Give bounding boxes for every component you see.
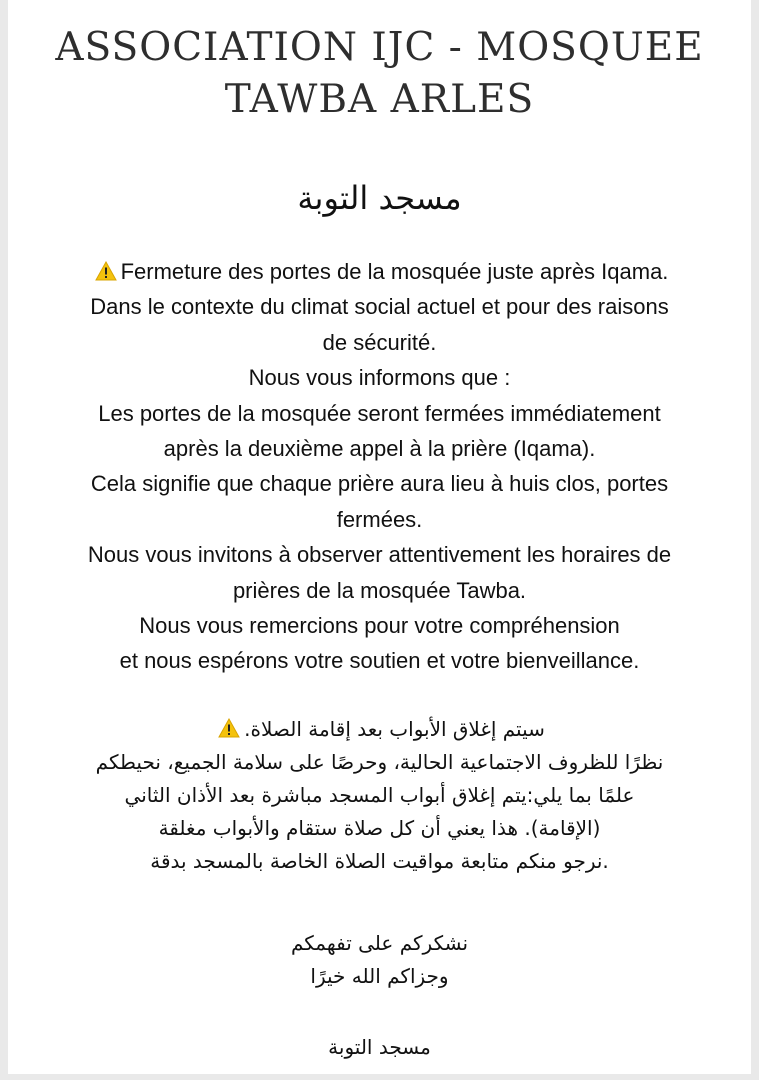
french-line-8: fermées. xyxy=(336,506,423,532)
arabic-line-2: نظرًا للظروف الاجتماعية الحالية، وحرصًا على سلامة الجميع، نحيطكم xyxy=(95,750,664,774)
french-line-4: Nous vous informons que : xyxy=(248,365,511,391)
french-line-5: Les portes de la mosquée seront fermées immédiatement xyxy=(98,400,661,426)
arabic-line-5: .نرجو منكم متابعة مواقيت الصلاة الخاصة بالمسجد بدقة xyxy=(150,849,609,873)
arabic-line-3: علمًا بما يلي:يتم إغلاق أبواب المسجد مباشرة بعد الأذان الثاني xyxy=(124,783,635,807)
french-line-2: Dans le contexte du climat social actuel et pour des raisons xyxy=(90,294,669,320)
french-line-1 xyxy=(8,254,751,289)
arabic-notice xyxy=(8,713,751,878)
french-line-6: après la deuxième appel à la prière (Iqama). xyxy=(163,436,596,462)
arabic-line-1-text: سيتم إغلاق الأبواب بعد إقامة الصلاة. xyxy=(244,717,545,741)
arabic-thanks xyxy=(8,927,751,993)
french-line-1-text: Fermeture des portes de la mosquée juste après Iqama. xyxy=(120,259,669,284)
arabic-line-1 xyxy=(8,713,751,746)
arabic-line-4: (الإقامة). هذا يعني أن كل صلاة ستقام والأبواب مغلقة xyxy=(158,816,601,840)
document-page xyxy=(8,0,751,1074)
document-title xyxy=(8,22,751,126)
french-line-7: Cela signifie que chaque prière aura lieu à huis clos, portes xyxy=(90,471,669,497)
french-line-11: Nous vous remercions pour votre compréhension xyxy=(139,613,620,639)
arabic-thanks-line-1: نشكركم على تفهمكم xyxy=(290,931,469,955)
french-line-10: prières de la mosquée Tawba. xyxy=(232,577,527,603)
french-line-9: Nous vous invitons à observer attentivement les horaires de xyxy=(87,542,672,568)
arabic-thanks-line-2: وجزاكم الله خيرًا xyxy=(310,964,449,988)
arabic-heading: مسجد التوبة xyxy=(297,179,462,217)
title-line-2: TAWBA ARLES xyxy=(224,77,535,122)
title-line-1: ASSOCIATION IJC - MOSQUEE xyxy=(55,25,704,70)
french-line-3: de sécurité. xyxy=(322,329,437,355)
warning-icon xyxy=(95,261,117,281)
warning-icon xyxy=(218,718,240,738)
arabic-signature: مسجد التوبة xyxy=(328,1035,431,1059)
french-line-12: et nous espérons votre soutien et votre bienveillance. xyxy=(119,648,640,674)
french-notice xyxy=(8,254,751,679)
